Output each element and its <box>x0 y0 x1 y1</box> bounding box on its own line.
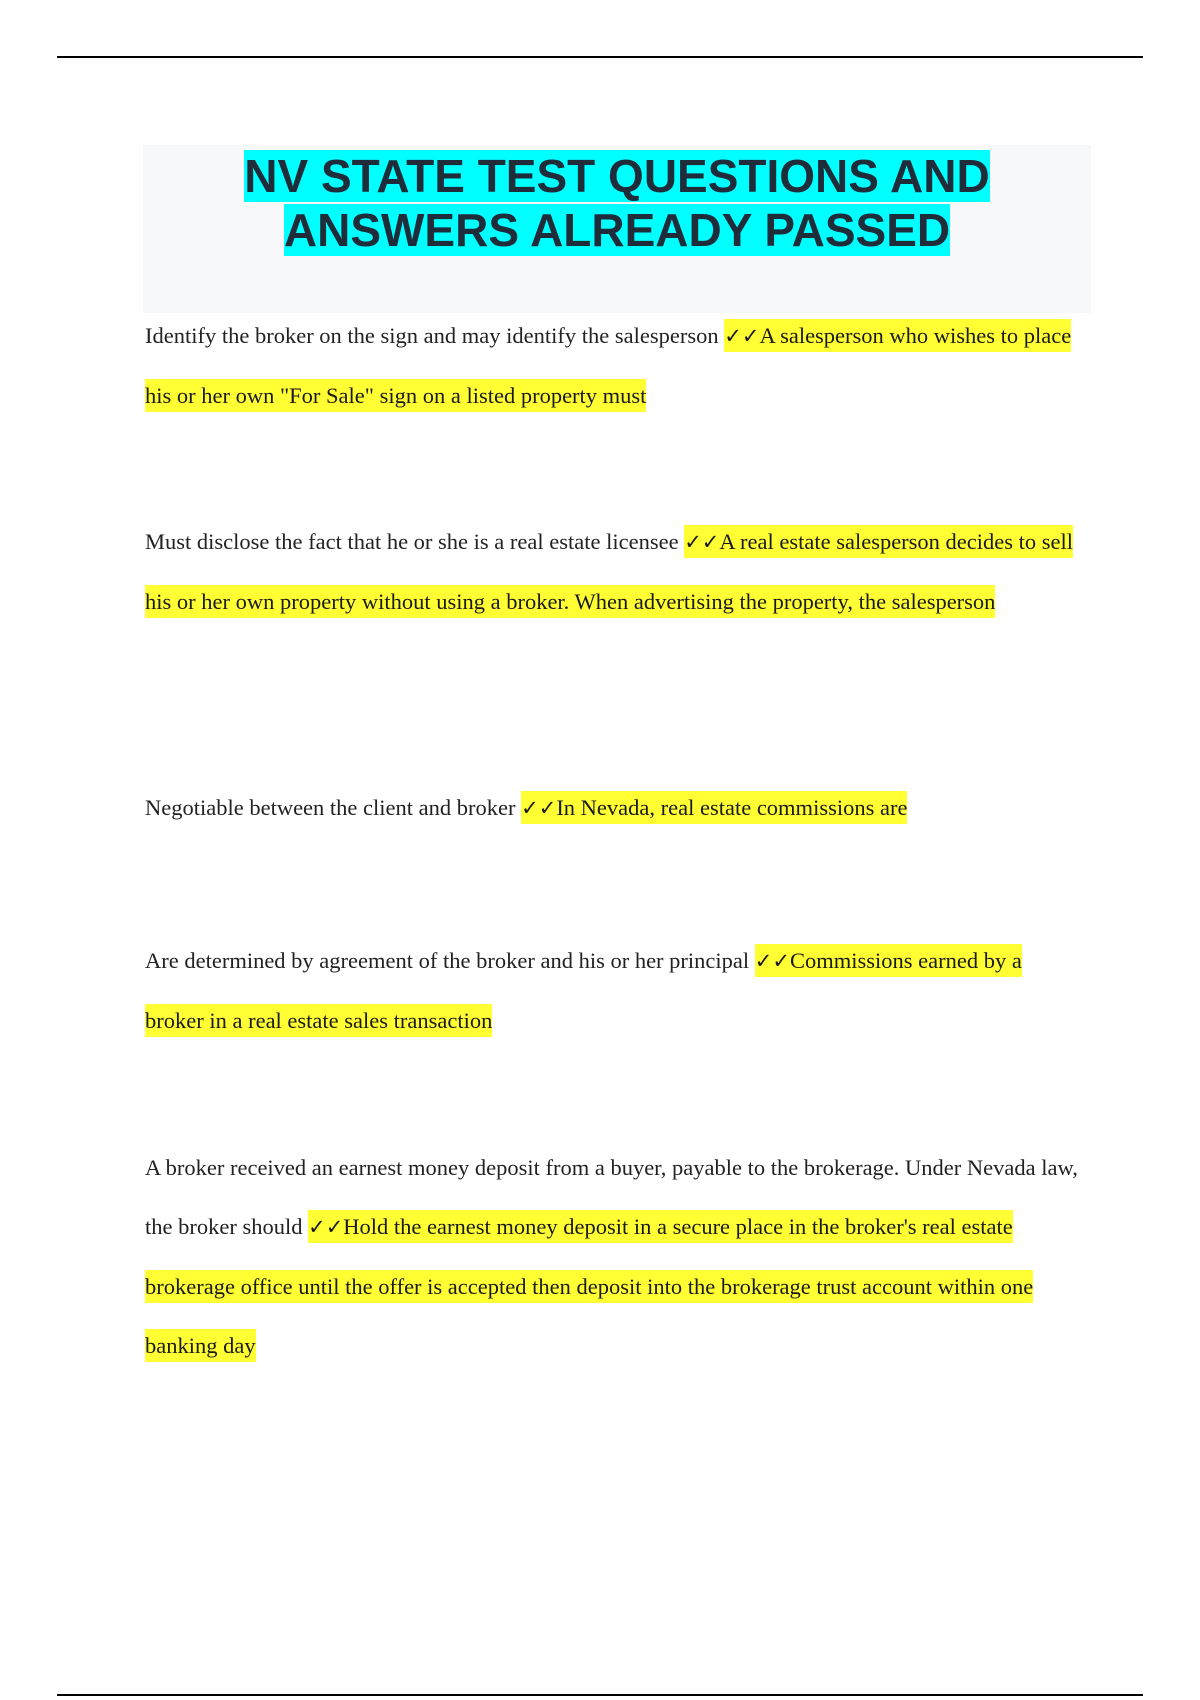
question-text: A salesperson who wishes to place his or her own "For Sale" sign on a listed property must <box>145 323 1072 408</box>
question-text: In Nevada, real estate commissions are <box>556 795 908 820</box>
question-text: Commissions earned by a broker in a real estate sales transaction <box>145 948 1022 1033</box>
title-banner <box>143 145 1091 313</box>
answer-text: Negotiable between the client and broker <box>145 795 522 820</box>
answer-text: Identify the broker on the sign and may identify the salesperson <box>145 323 725 348</box>
check-mark-icon: ✓✓ <box>308 1215 344 1239</box>
qa-item-4 <box>145 931 1080 1050</box>
top-divider <box>57 56 1143 58</box>
qa-item-2 <box>145 512 1080 631</box>
question-text: Hold the earnest money deposit in a secure place in the broker's real estate brokerage office until the offer is accepted then deposit into the brokerage trust account within one banking day <box>145 1214 1034 1358</box>
answer-text: Are determined by agreement of the broker and his or her principal <box>145 948 755 973</box>
qa-item-5 <box>145 1138 1080 1375</box>
check-mark-icon: ✓✓ <box>684 530 720 554</box>
question-text: A real estate salesperson decides to sell his or her own property without using a broker. When advertising the property, the salesperson <box>145 529 1074 614</box>
check-mark-icon: ✓✓ <box>724 324 760 348</box>
check-mark-icon: ✓✓ <box>521 796 557 820</box>
document-title <box>143 149 1091 257</box>
qa-item-1 <box>145 306 1080 425</box>
highlighted-question <box>521 791 907 824</box>
check-mark-icon: ✓✓ <box>754 949 790 973</box>
qa-item-3 <box>145 778 907 838</box>
answer-text: A broker received an earnest money deposit from a buyer, payable to the brokerage. Under Nevada law, the broker should <box>145 1155 1078 1239</box>
title-highlight: NV STATE TEST QUESTIONS AND ANSWERS ALREADY PASSED <box>244 150 990 256</box>
answer-text: Must disclose the fact that he or she is a real estate licensee <box>145 529 685 554</box>
bottom-divider <box>57 1694 1143 1696</box>
